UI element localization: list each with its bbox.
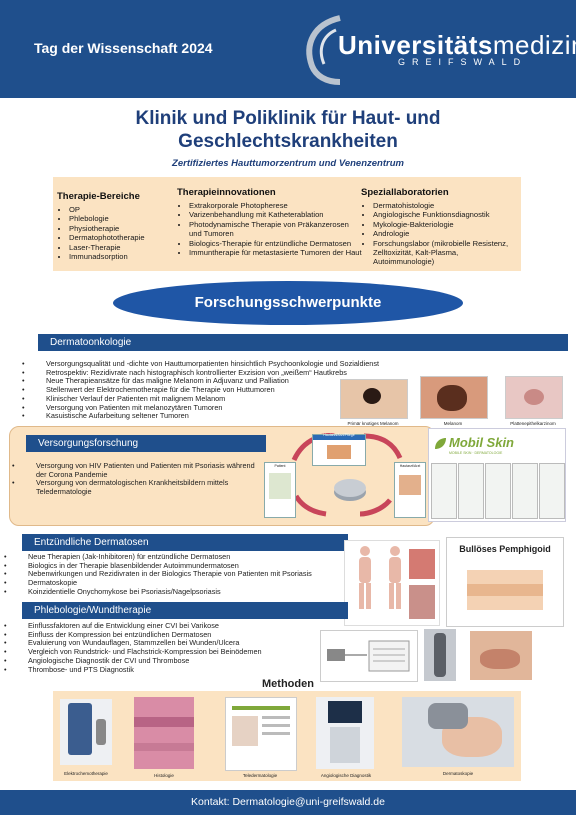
list-item: • Forschungslabor (mikrobielle Resistenz, Zelltoxizität, Kalt-Plasma, Autoimmunologie): [373, 239, 519, 267]
body-map-figure: [344, 540, 440, 626]
info-heading: Therapie-Bereiche: [57, 191, 140, 202]
method-caption: Elektrochemotherapie: [64, 771, 108, 776]
photo-dermatoscopy: [402, 697, 514, 767]
method-caption: Teledermatologie: [242, 773, 278, 778]
list-item: • Evaluierung von Wundauflagen, Stammzellen bei Wunden/Ulcera: [2, 639, 322, 648]
list-item: • Versorgungsqualität und -dichte von Hauttumorpatienten hinsichtlich Psychoonkologie und Sozialdienst: [20, 360, 420, 369]
list-item: • Laser-Therapie: [69, 243, 175, 252]
list-item: • Dermatohistologie: [373, 201, 519, 210]
body-silhouette-icon: [345, 541, 439, 625]
dermatoscope-device: [428, 703, 468, 729]
device-probe: [96, 719, 106, 745]
lesion-mark: [363, 388, 381, 404]
screen-image: [327, 445, 351, 459]
list-item: • Einfluss der Kompression bei entzündlichen Dermatosen: [2, 631, 322, 640]
list-item: • Immuntherapie für metastasierte Tumoren der Haut: [189, 248, 363, 257]
info-list: [57, 205, 175, 261]
list-item: • Physiotherapie: [69, 224, 175, 233]
list-item: • Stellenwert der Elektrochemotherapie für die Therapie von Huttumoren: [20, 386, 420, 395]
footer-contact: Kontakt: Dermatologie@uni-greifswald.de: [0, 790, 576, 815]
section-bar-versorgungsforschung: Versorgungsforschung: [26, 435, 266, 452]
tissue-layer: [134, 743, 194, 751]
mobil-skin-panel: [428, 428, 566, 522]
list-item: • Mykologie-Bakteriologie: [373, 220, 519, 229]
phone-screen: [269, 473, 291, 499]
list-item: • Dermatophototherapie: [69, 233, 175, 242]
section-bar-phlebologie: Phlebologie/Wundtherapie: [22, 602, 348, 619]
info-column-therapie: [57, 191, 175, 261]
card-title: Bullöses Pemphigoid: [459, 544, 551, 554]
event-title: Tag der Wissenschaft 2024: [34, 40, 213, 56]
list-item: • Extrakorporale Photopherese: [189, 201, 363, 210]
method-caption: Dermatoskopie: [442, 771, 474, 776]
photo-compression-stocking: [424, 629, 456, 681]
page-title: Klinik und Poliklinik für Haut- und Geschlechtskrankheiten: [135, 108, 441, 152]
app-screenshot: [512, 463, 538, 519]
method-caption: Angiologische Diagnostik: [320, 773, 372, 778]
photo-melanoma-nodular: [340, 379, 408, 419]
app-name: Mobil Skin: [449, 435, 514, 450]
photo-squamous-cell-carcinoma: [505, 376, 563, 419]
page-subtitle: Zertifiziertes Hauttumorzentrum und Venenzentrum: [172, 158, 404, 169]
device-monitor: [328, 701, 362, 723]
app-line: [262, 716, 290, 719]
photo-angiology-device: [316, 697, 374, 769]
list-item: • Versorgung von HIV Patienten und Patienten mit Psoriasis während der Corona Pandemie: [10, 462, 260, 479]
info-box: [53, 177, 521, 271]
info-list: [177, 201, 363, 257]
measurement-device-icon: [321, 631, 417, 681]
photo-caption: Melanom: [443, 421, 463, 426]
logo-wordmark: Universitätsmedizin: [338, 30, 586, 60]
photo-melanoma: [420, 376, 488, 419]
tissue-layer: [134, 717, 194, 727]
card-image: [467, 570, 543, 610]
ulcer-area: [480, 649, 520, 669]
info-list: [361, 201, 519, 267]
info-column-labore: [361, 187, 519, 267]
app-line: [262, 732, 290, 735]
list-item: • OP: [69, 205, 175, 214]
list-item: • Versorgung von dermatologischen Krankheitsbildern mittels Teledermatologie: [10, 479, 260, 496]
device-cart: [330, 727, 360, 763]
logo-subtitle: GREIFSWALD: [398, 57, 528, 67]
lesion-mark: [437, 385, 467, 411]
photo-histology: [134, 697, 194, 769]
app-screenshot: [485, 463, 511, 519]
info-heading: Speziallaboratorien: [361, 187, 449, 198]
app-line: [262, 724, 290, 727]
list-item: • Thrombose- und PTS Diagnostik: [2, 666, 322, 675]
list-item: • Neue Therapien (Jak-Inhibitoren) für entzündliche Dermatosen: [2, 553, 342, 562]
entz-list: [2, 553, 342, 597]
teledermatology-diagram: [264, 430, 424, 520]
list-item: • Angiologische Funktionsdiagnostik: [373, 210, 519, 219]
list-item: • Kasuistische Aufarbeitung seltener Tumoren: [20, 412, 420, 421]
stocking-shape: [434, 633, 446, 677]
arm-shape: [467, 584, 543, 596]
phone-label: Patient: [274, 464, 286, 468]
list-item: • Versorgung von Patienten mit melanozytären Tumoren: [20, 404, 420, 413]
photo-caption: Primär knotiges Melanom: [347, 421, 399, 426]
app-header: [232, 706, 290, 710]
pemphigoid-card: [446, 537, 564, 627]
phone-screen: [399, 475, 421, 495]
list-item: • Varizenbehandlung mit Katheterablation: [189, 210, 363, 219]
list-item: • Andrologie: [373, 229, 519, 238]
phone-right: [394, 462, 426, 518]
photo-teledermatology-app: [225, 697, 297, 771]
compression-test-diagram: [320, 630, 418, 682]
phone-label: Hautarzt/Arzt: [399, 464, 421, 468]
list-item: • Klinischer Verlauf der Patienten mit malignem Melanom: [20, 395, 420, 404]
methods-heading: Methoden: [262, 678, 314, 690]
device-body: [68, 703, 92, 755]
method-caption: Histologie: [154, 773, 174, 778]
monitor-screen: [312, 434, 366, 466]
list-item: • Immunadsorption: [69, 252, 175, 261]
list-item: • Biologics-Therapie für entzündliche Dermatosen: [189, 239, 363, 248]
app-screenshot: [458, 463, 484, 519]
list-item: • Einflussfaktoren auf die Entwicklung einer CVI bei Varikose: [2, 622, 322, 631]
versorgung-list: [10, 462, 260, 497]
list-item: • Retrospektiv: Rezidivrate nach histographisch kontrollierter Exzision von „weißem“ Hautkrebs: [20, 369, 420, 378]
list-item: • Phlebologie: [69, 214, 175, 223]
info-heading: Therapieinnovationen: [177, 187, 276, 198]
screen-label: Hautarzt/Arzt/Pflege: [323, 433, 355, 437]
section-bar-entzuendliche-dermatosen: Entzündliche Dermatosen: [22, 534, 348, 551]
app-tagline: MOBILE SKIN · DERMATOLOGIE: [449, 451, 503, 455]
app-image: [232, 716, 258, 746]
photo-leg-ulcer: [470, 631, 532, 680]
app-screenshot: [431, 463, 457, 519]
phlebo-list: [2, 622, 322, 674]
photo-electrochemotherapy-device: [60, 699, 112, 765]
list-item: • Angiologische Diagnostik der CVI und Thrombose: [2, 657, 322, 666]
list-item: • Photodynamische Therapie von Präkanzerosen und Tumoren: [189, 220, 363, 239]
leaf-logo-icon: [433, 437, 447, 451]
photo-caption: Plattenepithelkarzinom: [510, 421, 556, 426]
lesion-mark: [524, 389, 544, 405]
info-column-innovationen: [177, 187, 363, 257]
section-bar-dermatoonkologie: Dermatoonkologie: [38, 334, 568, 351]
phone-left: [264, 462, 296, 518]
list-item: • Vergleich von Rundstrick- und Flachstrick-Kompression bei Beinödemen: [2, 648, 322, 657]
list-item: • Koinzidentielle Onychomykose bei Psoriasis/Nagelpsoriasis: [2, 588, 342, 597]
focus-heading: Forschungsschwerpunkte: [113, 281, 463, 325]
list-item: • Nebenwirkungen und Rezidivraten in der Biologics Therapie von Patienten mit Psoriasis: [2, 570, 342, 579]
app-screenshot: [539, 463, 565, 519]
list-item: • Dermatoskopie: [2, 579, 342, 588]
list-item: • Neue Therapieansätze für das maligne Melanom in Adjuvanz und Palliation: [20, 377, 420, 386]
list-item: • Biologics in der Therapie blasenbildender Autoimmundermatosen: [2, 562, 342, 571]
